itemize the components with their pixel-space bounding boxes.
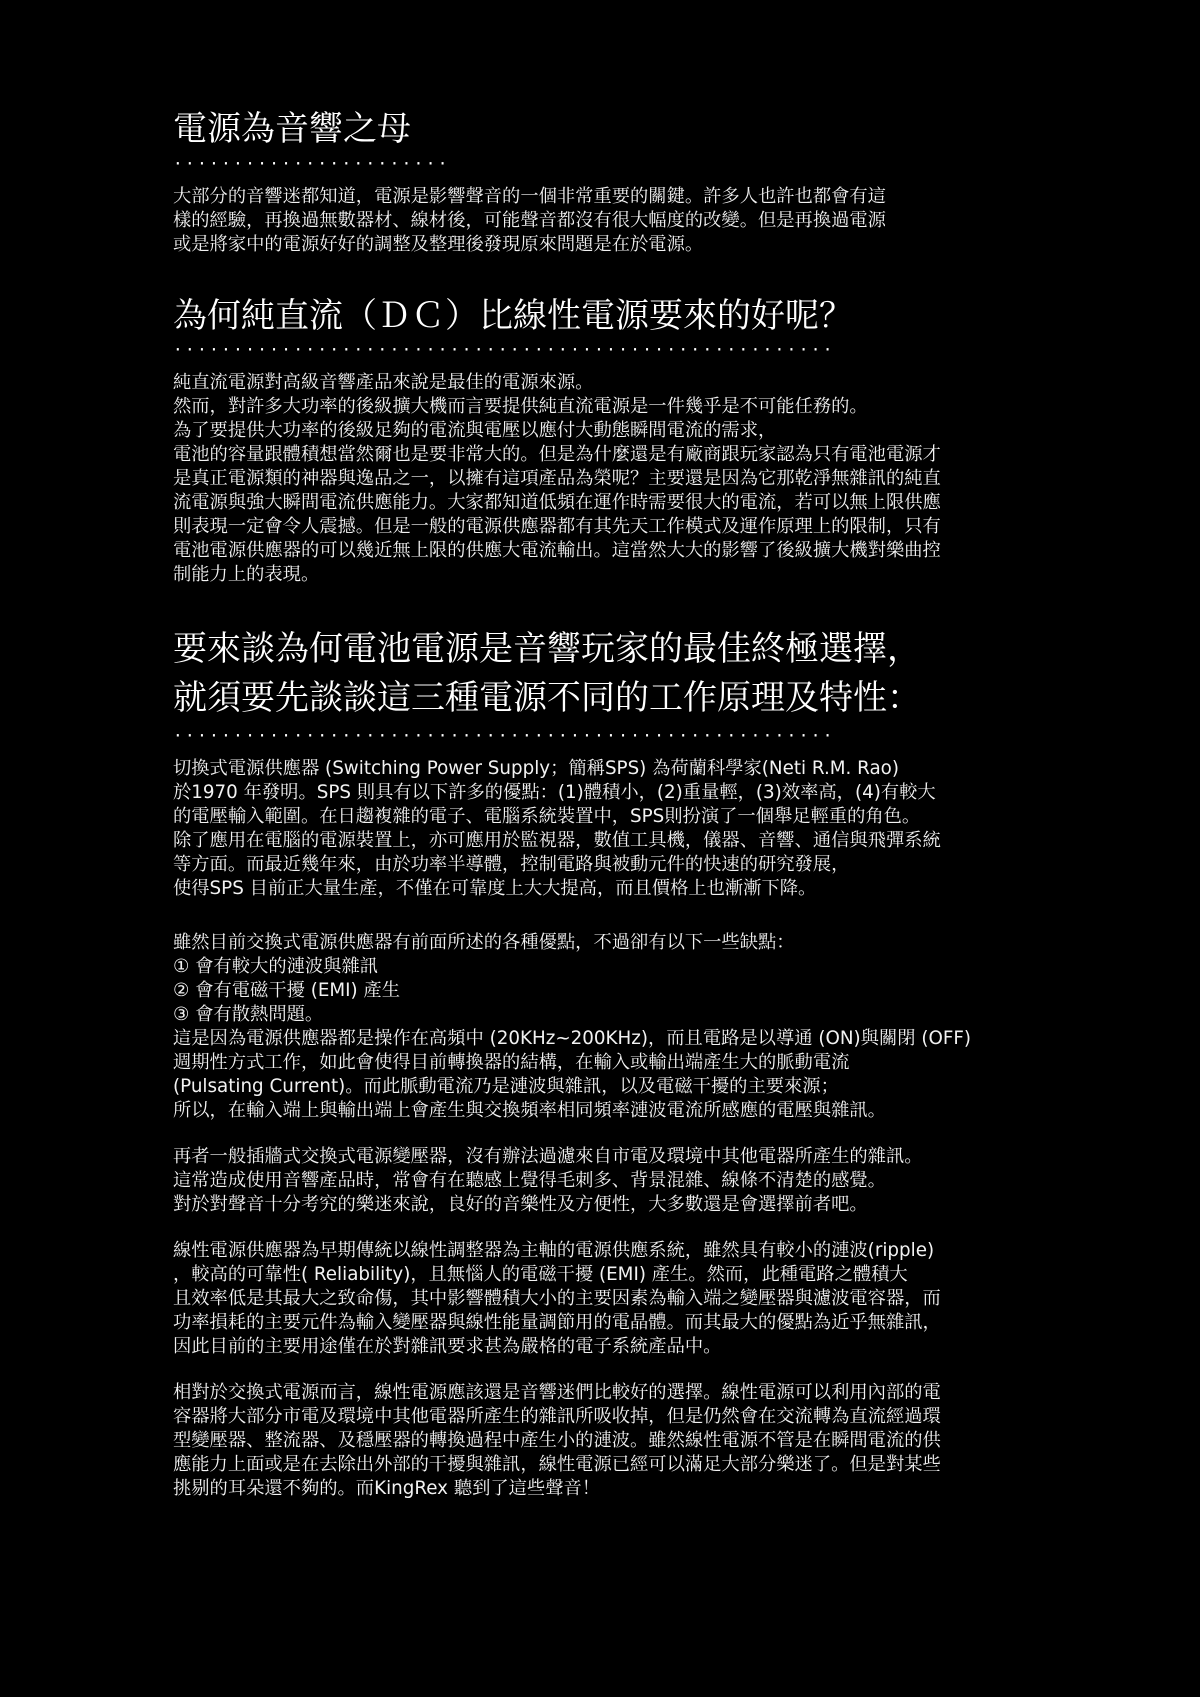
section-heading [173,108,1033,151]
text-line: 除了應用在電腦的電源裝置上，亦可應用於監視器，數值工具機，儀器、音響、通信與飛彈系統 [173,830,941,851]
text-line: 大部分的音響迷都知道，電源是影響聲音的一個非常重要的關鍵。許多人也許也都會有這 [173,185,886,207]
paragraph-sps-drawbacks [173,931,1033,1123]
heading-line: 要來談為何電池電源是音響玩家的最佳終極選擇， [173,629,921,669]
section-power-mother [173,108,1033,257]
text-line: 然而，對許多大功率的後級擴大機而言要提供純直流電源是一件幾乎是不可能任務的。 [173,396,868,417]
text-line: 純直流電源對高級音響產品來說是最佳的電源來源。 [173,372,594,393]
spacer [173,1217,1033,1239]
text-line: ，較高的可靠性( Reliability)，且無惱人的電磁干擾 (EMI) 產生。然而，此種電路之體積大 [173,1264,908,1285]
list-item: ② 會有電磁干擾 (EMI) 產生 [173,980,401,1001]
text-line: 於1970 年發明。SPS 則具有以下許多的優點：(1)體積小，(2)重量輕，(3)效率高，(4)有較大 [173,782,936,803]
text-line: 應能力上面或是在去除出外部的干擾與雜訊，線性電源已經可以滿足大部分樂迷了。但是對某些 [173,1454,941,1475]
text-line: 樣的經驗，再換過無數器材、線材後，可能聲音都沒有很大幅度的改變。但是再換過電源 [173,209,886,231]
document-page [173,108,1033,1501]
text-line: 且效率低是其最大之致命傷，其中影響體積大小的主要因素為輸入端之變壓器與濾波電容器，而 [173,1288,941,1309]
text-line: 所以，在輸入端上與輸出端上會產生與交換頻率相同頻率漣波電流所感應的電壓與雜訊。 [173,1100,886,1121]
text-line: (Pulsating Current)。而此脈動電流乃是漣波與雜訊，以及電磁干擾的主要來源； [173,1076,839,1097]
text-line: 電池的容量跟體積想當然爾也是要非常大的。但是為什麼還是有廠商跟玩家認為只有電池電源才 [173,444,941,465]
text-line: 這常造成使用音響產品時，常會有在聽感上覺得毛刺多、背景混雜、線條不清楚的感覺。 [173,1170,886,1191]
text-line: 為了要提供大功率的後級足夠的電流與電壓以應付大動態瞬間電流的需求， [173,420,777,441]
text-line: 這是因為電源供應器都是操作在高頻中 (20KHz~200KHz)，而且電路是以導通 (ON)與關閉 (OFF) [173,1028,972,1049]
text-line: 對於對聲音十分考究的樂迷來說，良好的音樂性及方便性，大多數還是會選擇前者吧。 [173,1194,868,1215]
text-line: 或是將家中的電源好好的調整及整理後發現原來問題是在於電源。 [173,233,704,255]
dotted-divider: ······················· [173,153,450,173]
text-line: 型變壓器、整流器、及穩壓器的轉換過程中產生小的漣波。雖然線性電源不管是在瞬間電流的供 [173,1430,941,1451]
paragraph-linear-supply [173,1239,1033,1359]
text-line: 制能力上的表現。 [173,564,320,585]
text-line: 是真正電源類的神器與逸品之一，以擁有這項產品為榮呢？主要還是因為它那乾淨無雜訊的純直 [173,468,941,489]
text-line: 雖然目前交換式電源供應器有前面所述的各種優點，不過卻有以下一些缺點： [173,932,795,953]
spacer [173,1123,1033,1145]
text-line: 等方面。而最近幾年來，由於功率半導體，控制電路與被動元件的快速的研究發展， [173,854,850,875]
paragraph-conclusion [173,1381,1033,1501]
heading-line: 就須要先談談這三種電源不同的工作原理及特性： [173,678,921,718]
heading-line: 電源為音響之母 [173,109,411,149]
text-line: 則表現一定會令人震撼。但是一般的電源供應器都有其先天工作模式及運作原理上的限制，只有 [173,516,941,537]
section-dc-vs-linear [173,295,1033,588]
spacer [173,1359,1033,1381]
text-line: 週期性方式工作，如此會使得目前轉換器的結構，在輸入或輸出端產生大的脈動電流 [173,1052,850,1073]
paragraph-sps-intro [173,757,1033,901]
text-line: 再者一般插牆式交換式電源變壓器，沒有辦法過濾來自市電及環境中其他電器所產生的雜訊。 [173,1146,923,1167]
text-line: 使得SPS 目前正大量生產，不僅在可靠度上大大提高，而且價格上也漸漸下降。 [173,878,817,899]
text-line: 功率損耗的主要元件為輸入變壓器與線性能量調節用的電晶體。而其最大的優點為近乎無雜訊， [173,1312,941,1333]
list-item: ③ 會有散熱問題。 [173,1004,324,1025]
spacer [173,587,1033,625]
paragraph [173,185,1033,257]
section-heading [173,295,1033,338]
text-line: 切換式電源供應器 (Switching Power Supply；簡稱SPS) 為荷蘭科學家(Neti R.M. Rao) [173,758,899,779]
text-line: 容器將大部分市電及環境中其他電器所產生的雜訊所吸收掉，但是仍然會在交流轉為直流經過環 [173,1406,941,1427]
section-heading [173,625,1033,723]
paragraph [173,371,1033,587]
spacer [173,901,1033,931]
text-line: 流電源與強大瞬間電流供應能力。大家都知道低頻在運作時需要很大的電流，若可以無上限供應 [173,492,941,513]
text-line: 的電壓輸入範圍。在日趨複雜的電子、電腦系統裝置中，SPS則扮演了一個舉足輕重的角色。 [173,806,921,827]
dotted-divider: ······················································· [173,726,835,745]
dotted-divider: ······················································· [173,340,835,359]
section-three-power-types [173,625,1033,1501]
text-line: 電池電源供應器的可以幾近無上限的供應大電流輸出。這當然大大的影響了後級擴大機對樂曲控 [173,540,941,561]
paragraph-wall-adapter [173,1145,1033,1217]
text-line: 因此目前的主要用途僅在於對雜訊要求甚為嚴格的電子系統產品中。 [173,1336,722,1357]
text-line: 挑剔的耳朵還不夠的。而KingRex 聽到了這些聲音！ [173,1478,601,1499]
text-line: 相對於交換式電源而言，線性電源應該還是音響迷們比較好的選擇。線性電源可以利用內部的電 [173,1382,941,1403]
heading-line: 為何純直流（ＤＣ）比線性電源要來的好呢？ [173,295,853,336]
list-item: ① 會有較大的漣波與雜訊 [173,956,379,977]
spacer [173,257,1033,295]
text-line: 線性電源供應器為早期傳統以線性調整器為主軸的電源供應系統，雖然具有較小的漣波(ripple) [173,1240,935,1261]
